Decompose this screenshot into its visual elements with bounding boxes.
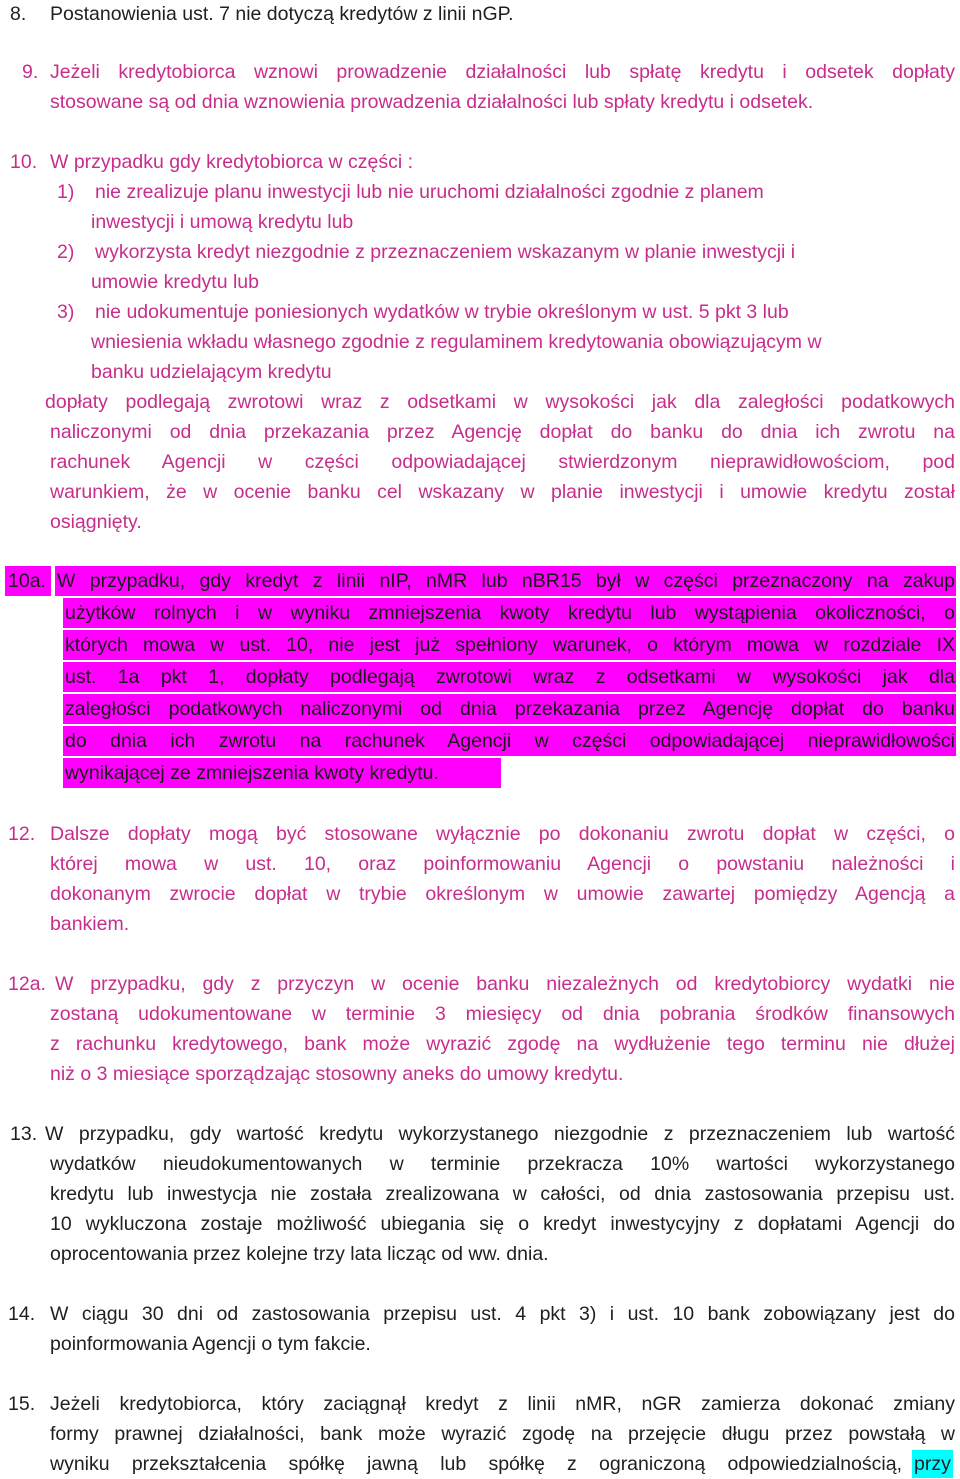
paragraph-line: 10 wykluczona zostaje możliwość ubiegania się o kredyt inwestycyjny z dopłatami Agencji do bbox=[50, 1213, 955, 1235]
paragraph-line: dokonanym zwrocie dopłat w trybie określonym w umowie zawartej pomiędzy Agencją a bbox=[50, 883, 955, 905]
paragraph-line: wykorzysta kredyt niezgodnie z przeznaczeniem wskazanym w planie inwestycji i bbox=[95, 241, 796, 263]
paragraph-line: formy prawnej działalności, bank może wyrazić zgodę na przejęcie długu przez powstałą w bbox=[50, 1423, 955, 1445]
paragraph-line: których mowa w ust. 10, nie jest już spełniony warunek, o którym mowa w rozdziale IX bbox=[65, 634, 955, 656]
paragraph-line: W przypadku, gdy kredyt z linii nIP, nMR lub nBR15 był w części przeznaczony na zakup bbox=[57, 570, 955, 592]
paragraph-line: rachunek Agencji w części odpowiadającej stwierdzonym nieprawidłowościom, pod bbox=[50, 451, 955, 473]
item-number: 9. bbox=[22, 61, 39, 83]
item-number: 12. bbox=[8, 823, 36, 845]
highlighted-word: przy bbox=[912, 1450, 953, 1478]
paragraph-line: wyniku przekształcenia spółkę jawną lub spółkę z ograniczoną odpowiedzialnością, bbox=[50, 1453, 902, 1475]
item-number: 10. bbox=[10, 151, 38, 173]
paragraph-line: nie udokumentuje poniesionych wydatków w trybie określonym w ust. 5 pkt 3 lub bbox=[95, 301, 789, 323]
paragraph-line: Jeżeli kredytobiorca wznowi prowadzenie działalności lub spłatę kredytu i odsetek dopłaty bbox=[50, 61, 955, 83]
paragraph-line: naliczonymi od dnia przekazania przez Agencję dopłat do banku do dnia ich zwrotu na bbox=[50, 421, 955, 443]
paragraph-line: W ciągu 30 dni od zastosowania przepisu ust. 4 pkt 3) i ust. 10 bank zobowiązany jest do bbox=[50, 1303, 955, 1325]
paragraph-line: wniesienia wkładu własnego zgodnie z regulaminem kredytowania obowiązującym w bbox=[91, 331, 822, 353]
paragraph-line: W przypadku, gdy z przyczyn w ocenie banku niezależnych od kredytobiorcy wydatki nie bbox=[55, 973, 955, 995]
paragraph-line: umowie kredytu lub bbox=[91, 271, 259, 293]
subitem-number: 3) bbox=[57, 301, 75, 323]
paragraph-line: użytków rolnych i w wyniku zmniejszenia kwoty kredytu lub wystąpienia okoliczności, o bbox=[65, 602, 955, 624]
paragraph-line: kredytu lub inwestycja nie została zrealizowana w całości, od dnia zastosowania przepisu ust. bbox=[50, 1183, 955, 1205]
item-number: 14. bbox=[8, 1303, 36, 1325]
item-number: 8. bbox=[10, 3, 27, 25]
paragraph-line: oprocentowania przez kolejne trzy lata licząc od ww. dnia. bbox=[50, 1243, 549, 1265]
item-number: 10a. bbox=[8, 570, 46, 592]
subitem-number: 1) bbox=[57, 181, 75, 203]
item-number: 15. bbox=[8, 1393, 36, 1415]
paragraph-line: osiągnięty. bbox=[50, 511, 142, 533]
paragraph-line: banku udzielającym kredytu bbox=[91, 361, 332, 383]
paragraph-line: stosowane są od dnia wznowienia prowadzenia działalności lub spłaty kredytu i odsetek. bbox=[50, 91, 814, 113]
subitem-number: 2) bbox=[57, 241, 75, 263]
paragraph-line: W przypadku gdy kredytobiorca w części : bbox=[50, 151, 414, 173]
paragraph-line: bankiem. bbox=[50, 913, 130, 935]
paragraph-line: niż o 3 miesiące sporządzając stosowny aneks do umowy kredytu. bbox=[50, 1063, 624, 1085]
paragraph-line: Jeżeli kredytobiorca, który zaciągnął kredyt z linii nMR, nGR zamierza dokonać zmiany bbox=[50, 1393, 955, 1415]
paragraph-line: zaległości podatkowych naliczonymi od dnia przekazania przez Agencję dopłat do banku bbox=[65, 698, 955, 720]
paragraph-line: dopłaty podlegają zwrotowi wraz z odsetkami w wysokości jak dla zaległości podatkowych bbox=[45, 391, 955, 413]
paragraph-line: inwestycji i umową kredytu lub bbox=[91, 211, 354, 233]
paragraph-line: Dalsze dopłaty mogą być stosowane wyłącznie po dokonaniu zwrotu dopłat w części, o bbox=[50, 823, 955, 845]
paragraph-line: zostaną udokumentowane w terminie 3 miesięcy od dnia pobrania środków finansowych bbox=[50, 1003, 955, 1025]
item-number: 12a. bbox=[8, 973, 46, 995]
paragraph-line: W przypadku, gdy wartość kredytu wykorzystanego niezgodnie z przeznaczeniem lub wartość bbox=[45, 1123, 955, 1145]
paragraph-line: do dnia ich zwrotu na rachunek Agencji w części odpowiadającej nieprawidłowości bbox=[65, 730, 955, 752]
paragraph-line: której mowa w ust. 10, oraz poinformowaniu Agencji o powstaniu należności i bbox=[50, 853, 955, 875]
paragraph-line: z rachunku kredytowego, bank może wyrazić zgodę na wydłużenie tego terminu nie dłużej bbox=[50, 1033, 955, 1055]
paragraph-line: Postanowienia ust. 7 nie dotyczą kredytów z linii nGP. bbox=[50, 3, 514, 25]
paragraph-line: wynikającej ze zmniejszenia kwoty kredytu. bbox=[65, 762, 439, 784]
item-number: 13. bbox=[10, 1123, 38, 1145]
paragraph-line: warunkiem, że w ocenie banku cel wskazany w planie inwestycji i umowie kredytu został bbox=[50, 481, 955, 503]
paragraph-line: ust. 1a pkt 1, dopłaty podlegają zwrotowi wraz z odsetkami w wysokości jak dla bbox=[65, 666, 955, 688]
paragraph-line: wydatków nieudokumentowanych w terminie przekracza 10% wartości wykorzystanego bbox=[50, 1153, 955, 1175]
paragraph-line: nie zrealizuje planu inwestycji lub nie uruchomi działalności zgodnie z planem bbox=[95, 181, 764, 203]
paragraph-line: poinformowania Agencji o tym fakcie. bbox=[50, 1333, 371, 1355]
